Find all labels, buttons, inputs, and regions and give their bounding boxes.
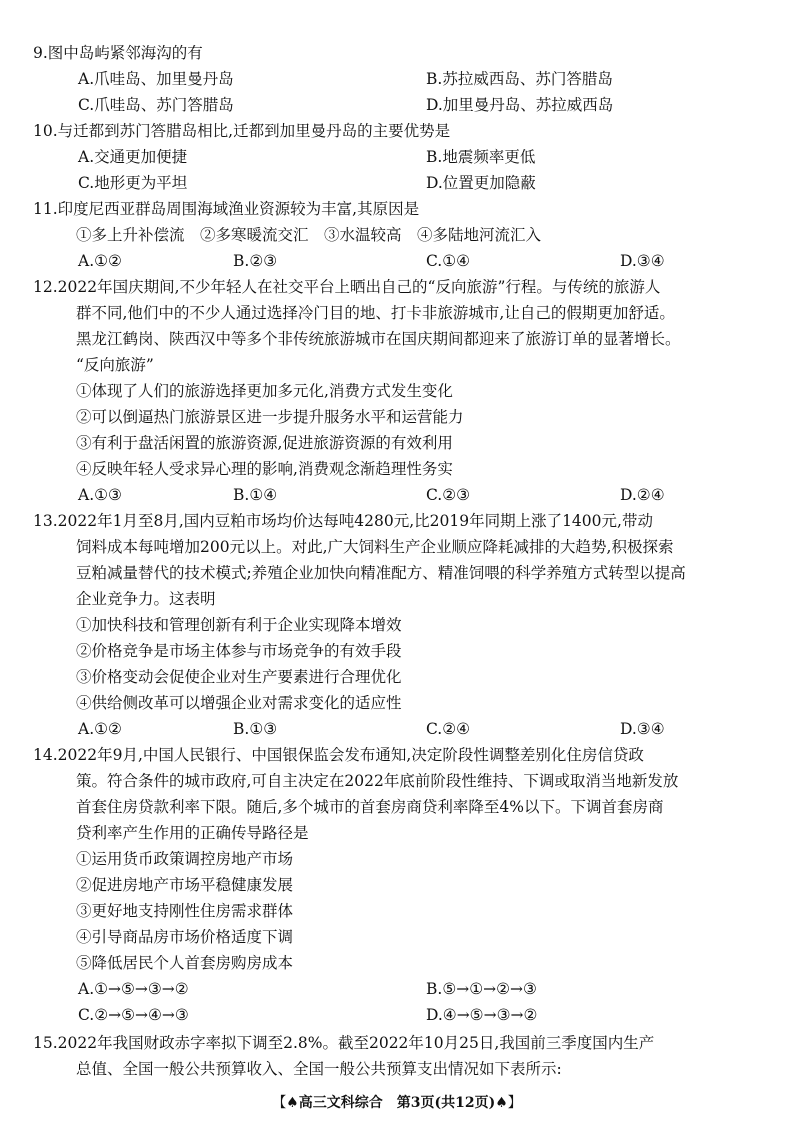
q15-stem-line: 总值、全国一般公共预算收入、全国一般公共预算支出情况如下表所示: (76, 1060, 562, 1078)
q11-stem: 11.印度尼西亚群岛周围海域渔业资源较为丰富,其原因是 (33, 200, 420, 218)
q13-item: ③价格变动会促使企业对生产要素进行合理优化 (76, 668, 402, 686)
q11-option-c: C.①④ (426, 252, 471, 270)
q14-option-d: D.④→⑤→③→② (426, 1006, 538, 1024)
q14-item: ④引导商品房市场价格适度下调 (76, 928, 294, 946)
q12-option-a: A.①③ (78, 486, 122, 504)
q12-item: ③有利于盘活闲置的旅游资源,促进旅游资源的有效利用 (76, 434, 453, 452)
q14-item: ⑤降低居民个人首套房购房成本 (76, 954, 294, 972)
q10-option-d: D.位置更加隐蔽 (426, 174, 536, 192)
q14-item: ①运用货币政策调控房地产市场 (76, 850, 294, 868)
q14-item: ③更好地支持刚性住房需求群体 (76, 902, 294, 920)
q13-option-c: C.②④ (426, 720, 471, 738)
q9-stem: 9.图中岛屿紧邻海沟的有 (33, 44, 203, 62)
page-footer (0, 1093, 794, 1113)
q14-stem-line: 策。符合条件的城市政府,可自主决定在2022年底前阶段性维持、下调或取消当地新发放 (76, 772, 679, 790)
q14-stem-line: 14.2022年9月,中国人民银行、中国银保监会发布通知,决定阶段性调整差别化住房信贷政 (33, 746, 644, 764)
q10-option-c: C.地形更为平坦 (78, 174, 188, 192)
q12-option-c: C.②③ (426, 486, 471, 504)
q13-item: ①加快科技和管理创新有利于企业实现降本增效 (76, 616, 402, 634)
q10-option-b: B.地震频率更低 (426, 148, 536, 166)
q15-stem-line: 15.2022年我国财政赤字率拟下调至2.8%。截至2022年10月25日,我国前三季度国内生产 (33, 1034, 655, 1052)
q14-option-c: C.②→⑤→④→③ (78, 1006, 189, 1024)
q13-option-d: D.③④ (620, 720, 665, 738)
q12-item: ④反映年轻人受求异心理的影响,消费观念渐趋理性务实 (76, 460, 453, 478)
q11-option-d: D.③④ (620, 252, 665, 270)
q9-option-b: B.苏拉威西岛、苏门答腊岛 (426, 70, 613, 88)
q11-items: ①多上升补偿流 ②多寒暖流交汇 ③水温较高 ④多陆地河流汇入 (76, 226, 542, 244)
q13-stem-line: 13.2022年1月至8月,国内豆粕市场均价达每吨4280元,比2019年同期上涨了1400元,带动 (33, 512, 653, 530)
q12-item: ①体现了人们的旅游选择更加多元化,消费方式发生变化 (76, 382, 453, 400)
q9-option-d: D.加里曼丹岛、苏拉威西岛 (426, 96, 614, 114)
q11-option-b: B.②③ (233, 252, 278, 270)
spade-icon-left: 【♠ (272, 1095, 299, 1111)
q14-option-a: A.①→⑤→③→② (78, 980, 189, 998)
q9-option-a: A.爪哇岛、加里曼丹岛 (78, 70, 234, 88)
q13-option-b: B.①③ (233, 720, 278, 738)
q12-stem-line: 12.2022年国庆期间,不少年轻人在社交平台上晒出自己的“反向旅游”行程。与传统的旅游人 (33, 278, 661, 296)
q13-item: ④供给侧改革可以增强企业对需求变化的适应性 (76, 694, 402, 712)
q13-stem-line: 企业竞争力。这表明 (76, 590, 216, 608)
q13-option-a: A.①② (78, 720, 122, 738)
q14-item: ②促进房地产市场平稳健康发展 (76, 876, 294, 894)
q12-stem-line: “反向旅游” (76, 356, 154, 374)
q10-stem: 10.与迁都到苏门答腊岛相比,迁都到加里曼丹岛的主要优势是 (33, 122, 451, 140)
q13-item: ②价格竞争是市场主体参与市场竞争的有效手段 (76, 642, 402, 660)
q12-option-b: B.①④ (233, 486, 278, 504)
q14-stem-line: 贷利率产生作用的正确传导路径是 (76, 824, 309, 842)
q13-stem-line: 豆粕减量替代的技术模式;养殖企业加快向精准配方、精准饲喂的科学养殖方式转型以提高 (76, 564, 686, 582)
q12-option-d: D.②④ (620, 486, 665, 504)
q10-option-a: A.交通更加便捷 (78, 148, 188, 166)
q12-stem-line: 群不同,他们中的不少人通过选择冷门目的地、打卡非旅游城市,让自己的假期更加舒适。 (76, 304, 675, 322)
q9-option-c: C.爪哇岛、苏门答腊岛 (78, 96, 234, 114)
q12-stem-line: 黑龙江鹤岗、陕西汉中等多个非传统旅游城市在国庆期间都迎来了旅游订单的显著增长。 (76, 330, 681, 348)
footer-text: 高三文科综合 第3页(共12页) (298, 1095, 496, 1111)
q13-stem-line: 饲料成本每吨增加200元以上。对此,广大饲料生产企业顺应降耗减排的大趋势,积极探索 (76, 538, 674, 556)
q11-option-a: A.①② (78, 252, 122, 270)
q12-item: ②可以倒逼热门旅游景区进一步提升服务水平和运营能力 (76, 408, 464, 426)
q14-option-b: B.⑤→①→②→③ (426, 980, 537, 998)
spade-icon-right: ♠】 (495, 1095, 522, 1111)
q14-stem-line: 首套住房贷款利率下限。随后,多个城市的首套房商贷利率降至4%以下。下调首套房商 (76, 798, 664, 816)
